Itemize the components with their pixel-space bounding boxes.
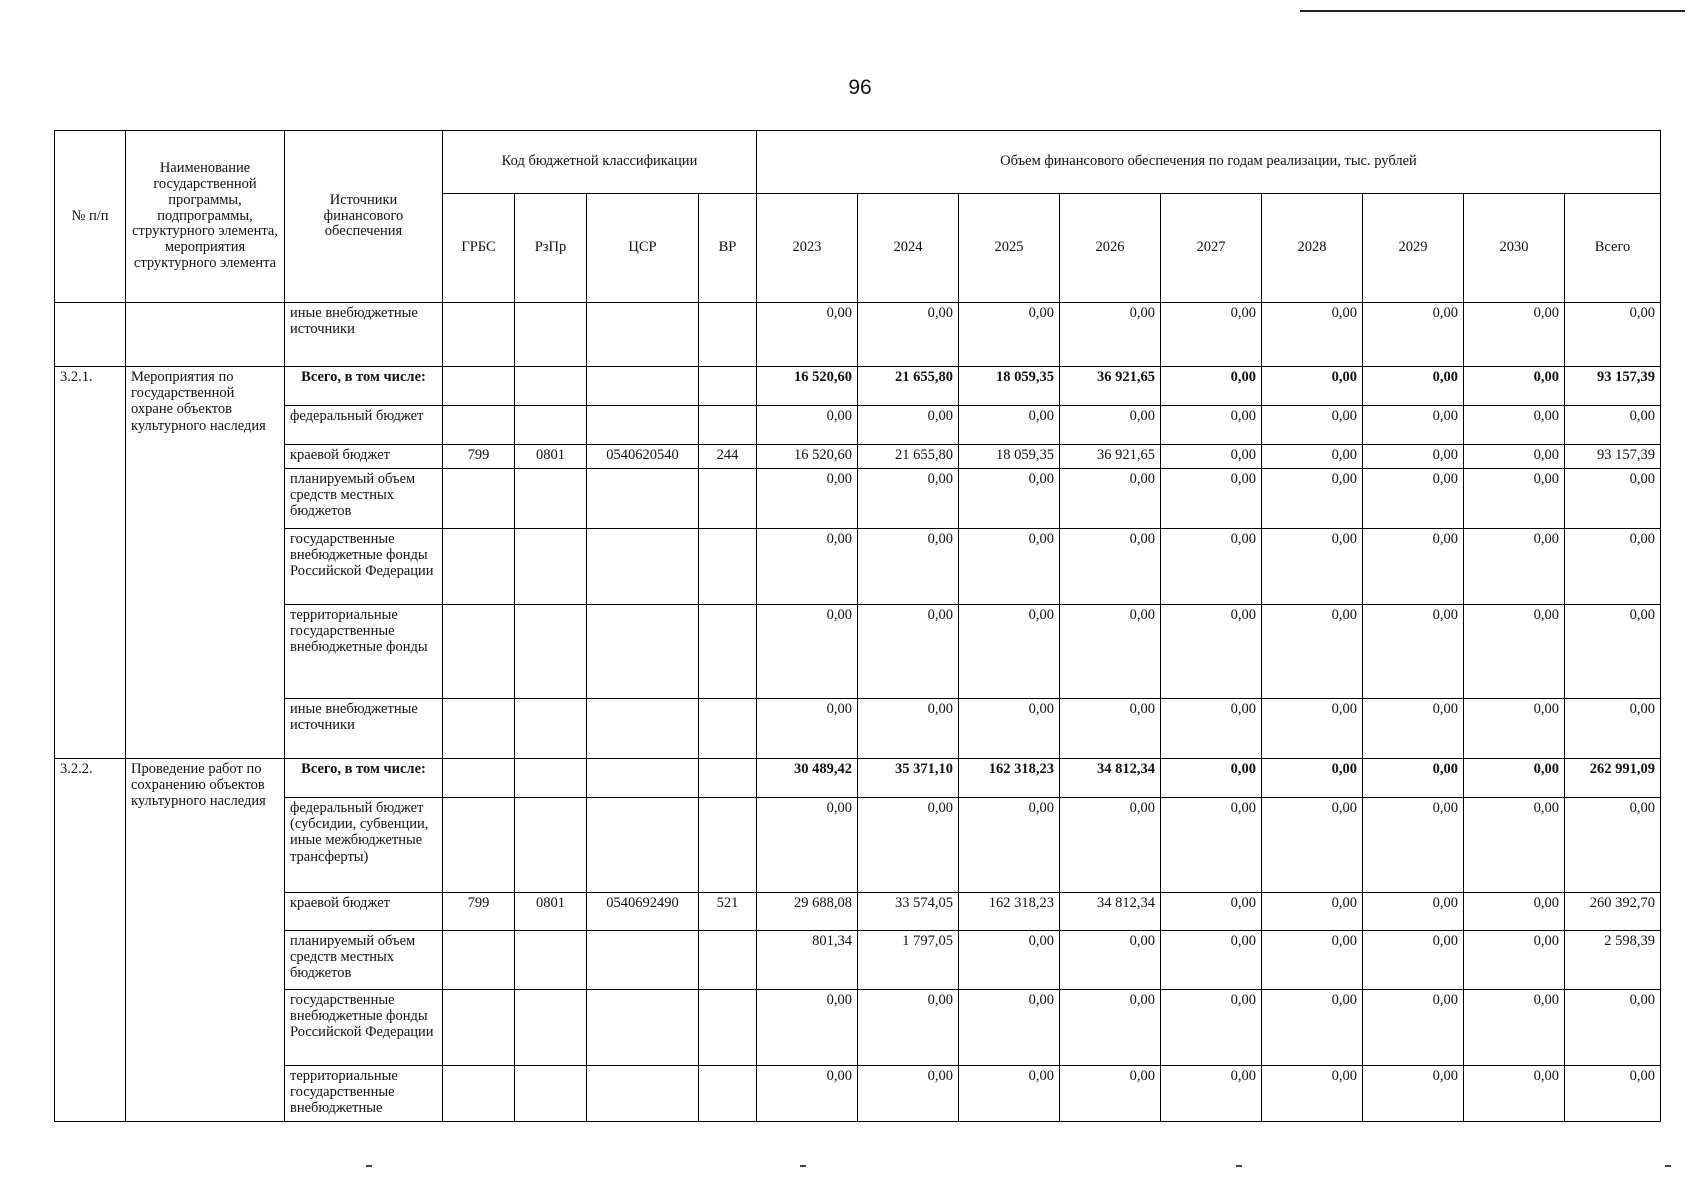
value-cell: 0,00: [1565, 406, 1661, 445]
header-year: 2027: [1161, 194, 1262, 303]
table-row: [55, 699, 1661, 759]
value-cell: 0,00: [757, 529, 858, 605]
source-cell: планируемый объем средств местных бюджетов: [285, 469, 443, 529]
table-row: [55, 798, 1661, 893]
value-cell: 0,00: [1363, 893, 1464, 931]
value-cell: 0,00: [1060, 990, 1161, 1066]
value-cell: 33 574,05: [858, 893, 959, 931]
code-cell: 0540692490: [587, 893, 699, 931]
value-cell: 0,00: [757, 406, 858, 445]
value-cell: 0,00: [757, 469, 858, 529]
top-rule: [1300, 10, 1685, 12]
value-cell: 0,00: [858, 529, 959, 605]
value-cell: 0,00: [1262, 529, 1363, 605]
value-cell: 0,00: [1161, 469, 1262, 529]
source-cell: государственные внебюджетные фонды Российской Федерации: [285, 990, 443, 1066]
table-row: [55, 303, 1661, 367]
value-cell: 21 655,80: [858, 367, 959, 406]
measure-name: Мероприятия по государственной охране объектов культурного наследия: [126, 367, 285, 759]
source-cell: планируемый объем средств местных бюджетов: [285, 931, 443, 990]
header-year: 2030: [1464, 194, 1565, 303]
header-year: 2025: [959, 194, 1060, 303]
header-source: Источники финансового обеспечения: [285, 131, 443, 303]
value-cell: 0,00: [1161, 303, 1262, 367]
value-cell: 0,00: [1565, 529, 1661, 605]
value-cell: 0,00: [1565, 469, 1661, 529]
table-row: [55, 469, 1661, 529]
value-cell: 0,00: [1262, 1066, 1363, 1122]
value-cell: 0,00: [1363, 759, 1464, 798]
table-row: [55, 445, 1661, 469]
value-cell: 0,00: [959, 990, 1060, 1066]
value-cell: 0,00: [1161, 893, 1262, 931]
value-cell: 162 318,23: [959, 893, 1060, 931]
row-number: 3.2.1.: [55, 367, 126, 759]
value-cell: 0,00: [1363, 699, 1464, 759]
value-cell: 93 157,39: [1565, 367, 1661, 406]
header-year: 2028: [1262, 194, 1363, 303]
value-cell: 0,00: [1060, 798, 1161, 893]
header-total: Всего: [1565, 194, 1661, 303]
row-number: 3.2.2.: [55, 759, 126, 1122]
value-cell: 2 598,39: [1565, 931, 1661, 990]
value-cell: 0,00: [858, 990, 959, 1066]
table-row: [55, 759, 1661, 798]
value-cell: 0,00: [1060, 303, 1161, 367]
value-cell: 260 392,70: [1565, 893, 1661, 931]
value-cell: 16 520,60: [757, 445, 858, 469]
page-number: 96: [848, 76, 872, 99]
value-cell: 0,00: [1161, 445, 1262, 469]
value-cell: 0,00: [757, 798, 858, 893]
value-cell: 35 371,10: [858, 759, 959, 798]
value-cell: 21 655,80: [858, 445, 959, 469]
budget-table: [54, 130, 1661, 1122]
value-cell: 34 812,34: [1060, 759, 1161, 798]
value-cell: 262 991,09: [1565, 759, 1661, 798]
table-row: [55, 931, 1661, 990]
value-cell: 0,00: [1262, 990, 1363, 1066]
header-code-group: Код бюджетной классификации: [443, 131, 757, 194]
header-year: 2023: [757, 194, 858, 303]
value-cell: 0,00: [858, 406, 959, 445]
value-cell: 0,00: [1464, 1066, 1565, 1122]
value-cell: 0,00: [1060, 605, 1161, 699]
value-cell: 0,00: [1565, 990, 1661, 1066]
table-row: [55, 990, 1661, 1066]
header-num: № п/п: [55, 131, 126, 303]
value-cell: 0,00: [1363, 529, 1464, 605]
value-cell: 1 797,05: [858, 931, 959, 990]
table-row: [55, 406, 1661, 445]
value-cell: 0,00: [1060, 469, 1161, 529]
header-code: РзПр: [515, 194, 587, 303]
value-cell: 36 921,65: [1060, 445, 1161, 469]
value-cell: 0,00: [1161, 367, 1262, 406]
code-cell: 244: [699, 445, 757, 469]
value-cell: 0,00: [1464, 893, 1565, 931]
value-cell: 0,00: [1363, 367, 1464, 406]
code-cell: 521: [699, 893, 757, 931]
table-row: [55, 367, 1661, 406]
value-cell: 0,00: [1060, 529, 1161, 605]
source-cell: Всего, в том числе:: [285, 367, 443, 406]
value-cell: 0,00: [1464, 931, 1565, 990]
value-cell: 0,00: [959, 605, 1060, 699]
value-cell: 18 059,35: [959, 445, 1060, 469]
value-cell: 801,34: [757, 931, 858, 990]
value-cell: 0,00: [1161, 699, 1262, 759]
value-cell: 0,00: [1363, 931, 1464, 990]
value-cell: 0,00: [1262, 367, 1363, 406]
value-cell: 0,00: [1060, 406, 1161, 445]
value-cell: 0,00: [1464, 529, 1565, 605]
value-cell: 0,00: [1565, 798, 1661, 893]
value-cell: 0,00: [1060, 699, 1161, 759]
value-cell: 36 921,65: [1060, 367, 1161, 406]
header-code: ВР: [699, 194, 757, 303]
value-cell: 0,00: [1060, 1066, 1161, 1122]
value-cell: 0,00: [1363, 445, 1464, 469]
value-cell: 0,00: [1565, 699, 1661, 759]
value-cell: 0,00: [1262, 798, 1363, 893]
value-cell: 0,00: [858, 1066, 959, 1122]
table-row: [55, 605, 1661, 699]
value-cell: 0,00: [858, 699, 959, 759]
code-cell: 0540620540: [587, 445, 699, 469]
value-cell: 0,00: [1262, 406, 1363, 445]
value-cell: 0,00: [1262, 303, 1363, 367]
value-cell: 0,00: [1161, 605, 1262, 699]
value-cell: 0,00: [1565, 605, 1661, 699]
source-cell: государственные внебюджетные фонды Российской Федерации: [285, 529, 443, 605]
value-cell: 0,00: [858, 303, 959, 367]
source-cell: федеральный бюджет: [285, 406, 443, 445]
header-year: 2026: [1060, 194, 1161, 303]
value-cell: 0,00: [858, 798, 959, 893]
source-cell: иные внебюджетные источники: [285, 699, 443, 759]
code-cell: 0801: [515, 893, 587, 931]
value-cell: 0,00: [959, 406, 1060, 445]
source-cell: федеральный бюджет (субсидии, субвенции, иные межбюджетные трансферты): [285, 798, 443, 893]
value-cell: 0,00: [1262, 699, 1363, 759]
header-code: ЦСР: [587, 194, 699, 303]
code-cell: 799: [443, 445, 515, 469]
value-cell: 0,00: [1161, 759, 1262, 798]
value-cell: 0,00: [1363, 605, 1464, 699]
value-cell: 30 489,42: [757, 759, 858, 798]
value-cell: 0,00: [1464, 303, 1565, 367]
value-cell: 0,00: [959, 931, 1060, 990]
value-cell: 0,00: [757, 1066, 858, 1122]
value-cell: 29 688,08: [757, 893, 858, 931]
value-cell: 0,00: [1363, 406, 1464, 445]
scan-mark: [1236, 1165, 1242, 1167]
value-cell: 0,00: [959, 469, 1060, 529]
value-cell: 0,00: [1464, 699, 1565, 759]
value-cell: 0,00: [1262, 931, 1363, 990]
value-cell: 0,00: [757, 605, 858, 699]
value-cell: 0,00: [959, 798, 1060, 893]
value-cell: 0,00: [1363, 1066, 1464, 1122]
value-cell: 0,00: [959, 529, 1060, 605]
value-cell: 0,00: [757, 990, 858, 1066]
value-cell: 0,00: [1262, 893, 1363, 931]
value-cell: 0,00: [959, 303, 1060, 367]
value-cell: 162 318,23: [959, 759, 1060, 798]
value-cell: 0,00: [1262, 605, 1363, 699]
value-cell: 0,00: [858, 605, 959, 699]
table-row: [55, 1066, 1661, 1122]
value-cell: 0,00: [1363, 798, 1464, 893]
value-cell: 0,00: [1464, 990, 1565, 1066]
source-cell: краевой бюджет: [285, 445, 443, 469]
scan-mark: [800, 1165, 806, 1167]
value-cell: 0,00: [1363, 990, 1464, 1066]
value-cell: 0,00: [1262, 759, 1363, 798]
value-cell: 0,00: [1161, 990, 1262, 1066]
scan-mark: [366, 1165, 372, 1167]
value-cell: 0,00: [1565, 1066, 1661, 1122]
value-cell: 0,00: [1262, 445, 1363, 469]
value-cell: 93 157,39: [1565, 445, 1661, 469]
code-cell: 0801: [515, 445, 587, 469]
value-cell: 0,00: [757, 699, 858, 759]
value-cell: 0,00: [1363, 303, 1464, 367]
value-cell: 34 812,34: [1060, 893, 1161, 931]
header-year: 2029: [1363, 194, 1464, 303]
value-cell: 0,00: [1262, 469, 1363, 529]
value-cell: 0,00: [1464, 605, 1565, 699]
header-code: ГРБС: [443, 194, 515, 303]
value-cell: 0,00: [1161, 1066, 1262, 1122]
value-cell: 0,00: [1161, 931, 1262, 990]
value-cell: 0,00: [1363, 469, 1464, 529]
value-cell: 16 520,60: [757, 367, 858, 406]
value-cell: 0,00: [1161, 406, 1262, 445]
value-cell: 0,00: [1565, 303, 1661, 367]
source-cell: территориальные государственные внебюджетные фонды: [285, 605, 443, 699]
value-cell: 0,00: [1464, 798, 1565, 893]
code-cell: 799: [443, 893, 515, 931]
value-cell: 0,00: [1464, 445, 1565, 469]
header-year: 2024: [858, 194, 959, 303]
value-cell: 18 059,35: [959, 367, 1060, 406]
value-cell: 0,00: [959, 1066, 1060, 1122]
table-row: [55, 529, 1661, 605]
table-row: [55, 893, 1661, 931]
scan-mark: [1665, 1165, 1671, 1167]
header-name: Наименование государственной программы, подпрограммы, структурного элемента, мероприятия структурного элемента: [126, 131, 285, 303]
value-cell: 0,00: [1161, 798, 1262, 893]
value-cell: 0,00: [757, 303, 858, 367]
source-cell: иные внебюджетные источники: [285, 303, 443, 367]
value-cell: 0,00: [1464, 469, 1565, 529]
source-cell: территориальные государственные внебюджетные: [285, 1066, 443, 1122]
measure-name: Проведение работ по сохранению объектов культурного наследия: [126, 759, 285, 1122]
value-cell: 0,00: [959, 699, 1060, 759]
value-cell: 0,00: [1464, 759, 1565, 798]
value-cell: 0,00: [1464, 406, 1565, 445]
header-volume-group: Объем финансового обеспечения по годам реализации, тыс. рублей: [757, 131, 1661, 194]
value-cell: 0,00: [1161, 529, 1262, 605]
value-cell: 0,00: [858, 469, 959, 529]
source-cell: Всего, в том числе:: [285, 759, 443, 798]
value-cell: 0,00: [1060, 931, 1161, 990]
source-cell: краевой бюджет: [285, 893, 443, 931]
value-cell: 0,00: [1464, 367, 1565, 406]
